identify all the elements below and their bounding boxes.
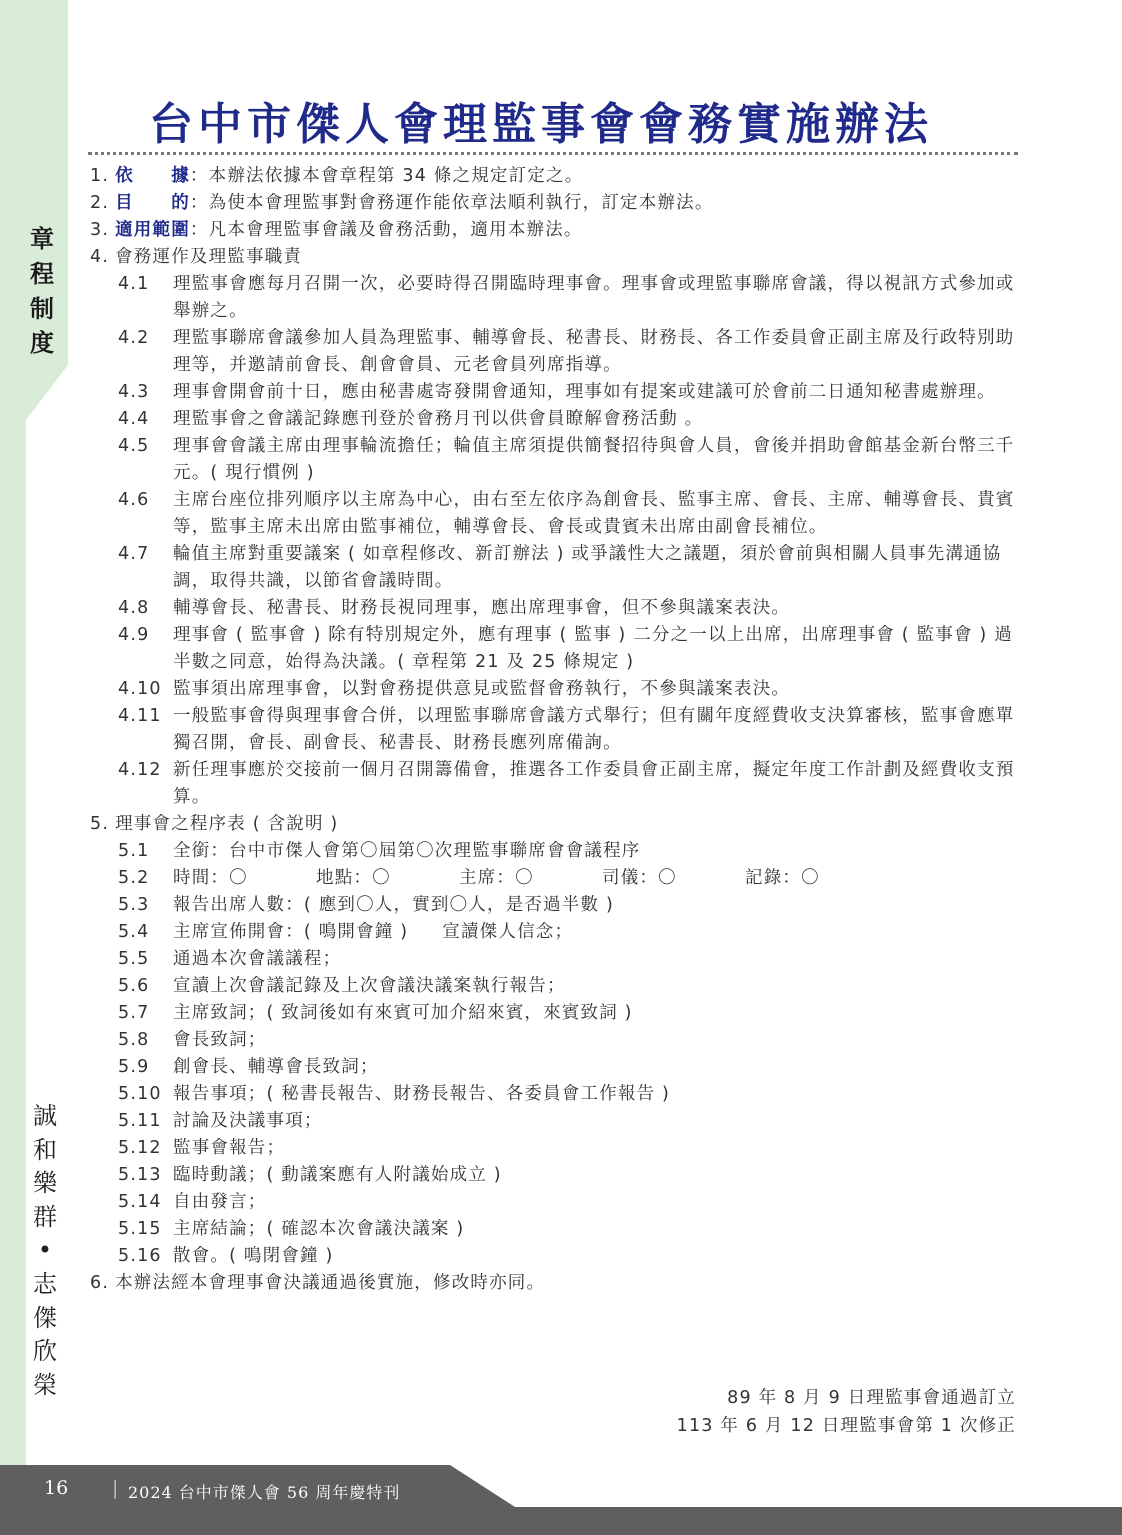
article-text: ：凡本會理監事會議及會務活動，適用本辦法。 bbox=[189, 220, 583, 240]
motto-char: 和 bbox=[33, 1135, 57, 1164]
adoption-date: 89 年 8 月 9 日理監事會通過訂立 bbox=[727, 1388, 1016, 1408]
clause-5-2 bbox=[118, 865, 1020, 892]
clause-text: 通過本次會議議程； bbox=[173, 949, 342, 969]
motto-char: 樂 bbox=[33, 1169, 57, 1198]
clause-text: 理監事會應每月召開一次，必要時得召開臨時理事會。理事會或理監事聯席會議，得以視訊方式參加或舉辦之。 bbox=[173, 274, 1015, 321]
clause-5-8 bbox=[118, 1027, 1020, 1054]
section-label-char: 章 bbox=[30, 224, 54, 253]
clause-5-10 bbox=[118, 1081, 1020, 1108]
clause-5-16 bbox=[118, 1243, 1020, 1270]
clause-text: 理監事聯席會議參加人員為理監事、輔導會長、秘書長、財務長、各工作委員會正副主席及行政特別助理等，并邀請前會長、創會會員、元老會員列席指導。 bbox=[173, 328, 1015, 375]
meeting-emcee-field: 司儀：〇 bbox=[602, 868, 677, 888]
motto bbox=[22, 1100, 68, 1402]
clause-4-12 bbox=[118, 757, 1020, 811]
article-text: ：為使本會理監事對會務運作能依章法順利執行，訂定本辦法。 bbox=[189, 193, 714, 213]
clause-text: 主席宣佈開會：( 鳴開會鐘 ) bbox=[173, 922, 409, 942]
clause-text: 報告事項；( 秘書長報告、財務長報告、各委員會工作報告 ) bbox=[173, 1084, 671, 1104]
clause-4-7 bbox=[118, 541, 1020, 595]
clause-5-11 bbox=[118, 1108, 1020, 1135]
clause-text: 理事會開會前十日，應由秘書處寄發開會通知，理事如有提案或建議可於會前二日通知秘書處辦理。 bbox=[173, 382, 996, 402]
clause-number: 5.2 bbox=[118, 868, 150, 888]
article-number: 4. bbox=[90, 247, 110, 267]
clause-number: 5.3 bbox=[118, 895, 150, 915]
clause-text: 新任理事應於交接前一個月召開籌備會，推選各工作委員會正副主席，擬定年度工作計劃及經費收支預算。 bbox=[173, 760, 1015, 807]
clause-number: 4.2 bbox=[118, 328, 150, 348]
clause-number: 5.6 bbox=[118, 976, 150, 996]
clause-5-5 bbox=[118, 946, 1020, 973]
meeting-recorder-field: 記錄：〇 bbox=[745, 868, 820, 888]
clause-4-11 bbox=[118, 703, 1020, 757]
section-label-char: 制 bbox=[30, 293, 54, 323]
article-6 bbox=[90, 1270, 1020, 1297]
clause-5-14 bbox=[118, 1189, 1020, 1216]
clause-number: 5.8 bbox=[118, 1030, 150, 1050]
clause-number: 4.12 bbox=[118, 760, 162, 780]
motto-char: 欣 bbox=[33, 1337, 57, 1366]
motto-char: • bbox=[37, 1236, 53, 1265]
clause-text: 創會長、輔導會長致詞； bbox=[173, 1057, 379, 1077]
clause-number: 5.7 bbox=[118, 1003, 150, 1023]
article-number: 6. bbox=[90, 1273, 110, 1293]
article-label: 適用範圍 bbox=[115, 220, 190, 240]
clause-5-1 bbox=[118, 838, 1020, 865]
motto-char: 志 bbox=[33, 1269, 57, 1298]
article-text: 會務運作及理監事職責 bbox=[115, 247, 303, 267]
clause-number: 4.8 bbox=[118, 598, 150, 618]
clause-4-6 bbox=[118, 487, 1020, 541]
clause-text: 監事須出席理事會，以對會務提供意見或監督會務執行，不參與議案表決。 bbox=[173, 679, 791, 699]
clause-5-12 bbox=[118, 1135, 1020, 1162]
clause-number: 4.3 bbox=[118, 382, 150, 402]
clause-number: 5.1 bbox=[118, 841, 150, 861]
dotted-divider bbox=[88, 152, 1018, 155]
clause-5-15 bbox=[118, 1216, 1020, 1243]
article-5 bbox=[90, 811, 1020, 838]
clause-number: 4.11 bbox=[118, 706, 162, 726]
clause-text: 理事會會議主席由理事輪流擔任；輪值主席須提供簡餐招待與會人員，會後并捐助會館基金新台幣三千元。( 現行慣例 ) bbox=[173, 436, 1015, 483]
regulation-content bbox=[90, 163, 1020, 1297]
clause-number: 4.6 bbox=[118, 490, 150, 510]
clause-number: 4.1 bbox=[118, 274, 150, 294]
footer bbox=[0, 1465, 1122, 1535]
clause-number: 5.12 bbox=[118, 1138, 162, 1158]
page-title: 台中市傑人會理監事會會務實施辦法 bbox=[149, 99, 933, 150]
meeting-chair-field: 主席：〇 bbox=[459, 868, 534, 888]
article-2 bbox=[90, 190, 1020, 217]
clause-4-8 bbox=[118, 595, 1020, 622]
clause-4-9 bbox=[118, 622, 1020, 676]
clause-text: 散會。( 鳴閉會鐘 ) bbox=[173, 1246, 334, 1266]
clause-number: 5.4 bbox=[118, 922, 150, 942]
clause-number: 5.5 bbox=[118, 949, 150, 969]
clause-text: 理事會 ( 監事會 ) 除有特別規定外，應有理事 ( 監事 ) 二分之一以上出席，出席理事會 ( 監事會 ) 過半數之同意，始得為決議。( 章程第 21 及 25 條規定 ) bbox=[173, 625, 1013, 672]
meeting-place-field: 地點：〇 bbox=[316, 868, 391, 888]
clause-5-3 bbox=[118, 892, 1020, 919]
article-4 bbox=[90, 244, 1020, 271]
motto-char: 誠 bbox=[33, 1102, 57, 1130]
clause-5-13 bbox=[118, 1162, 1020, 1189]
clause-5-9 bbox=[118, 1054, 1020, 1081]
clause-number: 4.7 bbox=[118, 544, 150, 564]
clause-number: 5.10 bbox=[118, 1084, 162, 1104]
clause-4-1 bbox=[118, 271, 1020, 325]
clause-4-5 bbox=[118, 433, 1020, 487]
footer-separator: | bbox=[112, 1477, 119, 1499]
motto-char: 傑 bbox=[33, 1303, 57, 1332]
article-text: ：本辦法依據本會章程第 34 條之規定訂定之。 bbox=[189, 166, 584, 186]
clause-4-10 bbox=[118, 676, 1020, 703]
clause-5-4 bbox=[118, 919, 1020, 946]
clause-4-3 bbox=[118, 379, 1020, 406]
revision-date: 113 年 6 月 12 日理監事會第 1 次修正 bbox=[676, 1416, 1016, 1436]
article-3 bbox=[90, 217, 1020, 244]
section-label-char: 度 bbox=[30, 328, 54, 358]
clause-number: 4.4 bbox=[118, 409, 150, 429]
article-number: 5. bbox=[90, 814, 110, 834]
article-text: 本辦法經本會理事會決議通過後實施，修改時亦同。 bbox=[115, 1273, 546, 1293]
clause-text: 輪值主席對重要議案 ( 如章程修改、新訂辦法 ) 或爭議性大之議題，須於會前與相關人員事先溝通協調，取得共識，以節省會議時間。 bbox=[173, 544, 1002, 591]
motto-char: 群 bbox=[33, 1202, 57, 1231]
clause-text: 臨時動議；( 動議案應有人附議始成立 ) bbox=[173, 1165, 502, 1185]
section-label bbox=[22, 222, 62, 361]
clause-text: 宣讀傑人信念； bbox=[442, 922, 574, 942]
clause-number: 5.9 bbox=[118, 1057, 150, 1077]
clause-5-7 bbox=[118, 1000, 1020, 1027]
clause-number: 4.5 bbox=[118, 436, 150, 456]
clause-text: 輔導會長、秘書長、財務長視同理事，應出席理事會，但不參與議案表決。 bbox=[173, 598, 791, 618]
publication-title: 2024 台中市傑人會 56 周年慶特刊 bbox=[128, 1483, 401, 1502]
clause-text: 主席台座位排列順序以主席為中心，由右至左依序為創會長、監事主席、會長、主席、輔導會長、貴賓等，監事主席未出席由監事補位，輔導會長、會長或貴賓未出席由副會長補位。 bbox=[173, 490, 1015, 537]
sidebar bbox=[0, 0, 68, 1480]
article-1 bbox=[90, 163, 1020, 190]
article-text: 理事會之程序表 ( 含說明 ) bbox=[115, 814, 339, 834]
clause-number: 5.14 bbox=[118, 1192, 162, 1212]
page-number: 16 bbox=[44, 1477, 69, 1499]
article-number: 2. bbox=[90, 193, 110, 213]
clause-text: 會長致詞； bbox=[173, 1030, 267, 1050]
clause-text: 監事會報告； bbox=[173, 1138, 286, 1158]
article-label: 依 據 bbox=[115, 166, 190, 186]
clause-text: 全銜：台中市傑人會第〇屆第〇次理監事聯席會會議程序 bbox=[173, 841, 641, 861]
clause-text: 理監事會之會議記錄應刊登於會務月刊以供會員瞭解會務活動 。 bbox=[173, 409, 704, 429]
clause-text: 討論及決議事項； bbox=[173, 1111, 323, 1131]
clause-number: 5.13 bbox=[118, 1165, 162, 1185]
section-label-char: 程 bbox=[30, 258, 54, 288]
clause-number: 4.9 bbox=[118, 625, 150, 645]
clause-5-6 bbox=[118, 973, 1020, 1000]
clause-text: 宣讀上次會議記錄及上次會議決議案執行報告； bbox=[173, 976, 566, 996]
article-number: 3. bbox=[90, 220, 110, 240]
adoption-record bbox=[677, 1384, 1016, 1440]
clause-number: 5.11 bbox=[118, 1111, 162, 1131]
clause-4-2 bbox=[118, 325, 1020, 379]
article-label: 目 的 bbox=[115, 193, 190, 213]
clause-text: 主席結論；( 確認本次會議決議案 ) bbox=[173, 1219, 465, 1239]
motto-char: 榮 bbox=[33, 1370, 57, 1399]
meeting-time-field: 時間：〇 bbox=[173, 868, 248, 888]
article-number: 1. bbox=[90, 166, 110, 186]
clause-number: 5.16 bbox=[118, 1246, 162, 1266]
clause-4-4 bbox=[118, 406, 1020, 433]
clause-text: 報告出席人數：( 應到〇人，實到〇人，是否過半數 ) bbox=[173, 895, 614, 915]
clause-text: 一般監事會得與理事會合併，以理監事聯席會議方式舉行；但有關年度經費收支決算審核，監事會應單獨召開，會長、副會長、秘書長、財務長應列席備詢。 bbox=[173, 706, 1015, 753]
clause-text: 主席致詞；( 致詞後如有來賓可加介紹來賓，來賓致詞 ) bbox=[173, 1003, 633, 1023]
clause-number: 5.15 bbox=[118, 1219, 162, 1239]
clause-text: 自由發言； bbox=[173, 1192, 267, 1212]
clause-number: 4.10 bbox=[118, 679, 162, 699]
